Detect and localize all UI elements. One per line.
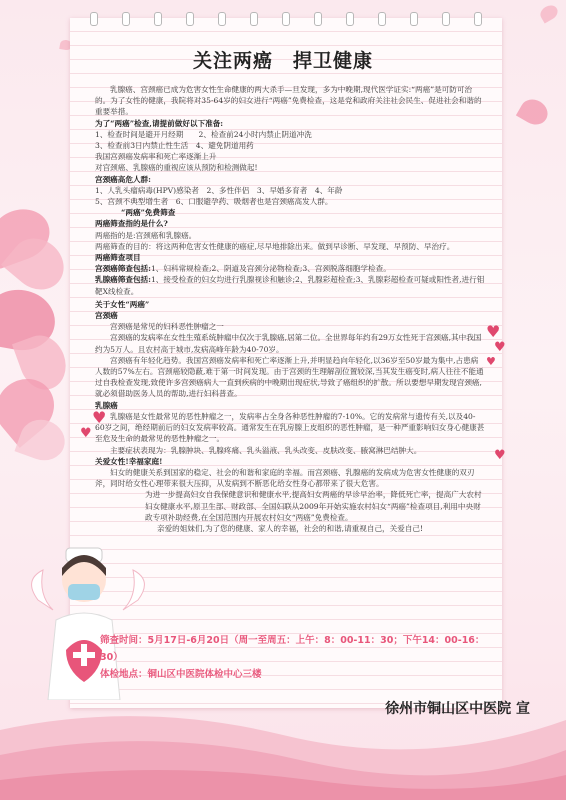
hospital-signature: 徐州市铜山区中医院 宣 [385,701,530,717]
cervical-screening-label: 宫颈癌筛查包括: [95,264,151,274]
breast-screening-label: 乳腺癌筛查包括: [95,275,151,285]
closing-paragraph: 亲爱的姐妹们,为了您的健康、家人的幸福，社会的和谐,请重视自己，关爱自己! [157,523,424,533]
binder-rings [70,12,502,26]
petal-decoration [516,95,552,130]
page-title: 关注两癌 捍卫健康 [192,50,373,72]
what-heading: 两癌筛查指的是什么? [95,219,168,229]
about-heading: 关于女性“两癌” [95,299,150,309]
petal-decoration [538,2,561,23]
what-text: 两癌指的是:宫颈癌和乳腺癌。 [95,230,197,240]
free-screening-heading: “两癌”免费筛查 [121,208,176,218]
family-heading: 关爱女性!幸福家庭! [95,456,163,466]
risk-item: 1、人乳头瘤病毒(HPV)感染者 2、多性伴侣 3、早婚多育者 4、年龄 [95,185,343,195]
heart-icon: ♥ [494,448,506,463]
prep-item: 对宫颈癌、乳腺癌的重视应该从预防和检测做起! [95,163,258,173]
prep-item: 3、检查前3日内禁止性生活 4、避免阴道用药 [95,141,254,151]
closing-paragraph: 为进一步提高妇女自我保健意识和健康水平,提高妇女两癌的早诊早治率，降低死亡率，提高广大农村妇女健康水平,原卫生部、财政部、全国妇联从2009年开始实施农村妇女“两癌”检查项目,利用中央财政专项补助经费,在全国范围内开展农村妇女“两癌”免费检查。 [145,490,482,522]
risk-item: 5、宫颈不典型增生者 6、口服避孕药、吸烟者也是宫颈癌高发人群。 [95,197,333,207]
prep-item: 我国宫颈癌发病率和死亡率逐渐上升 [95,152,217,162]
prep-heading: 为了“两癌”检查,请提前做好以下准备: [95,118,224,128]
heart-icon: ♥ [486,355,496,368]
breast-heading: 乳腺癌 [95,400,118,410]
schedule-box [100,632,500,683]
breast-paragraph: 乳腺癌是女性最常见的恶性肿瘤之一，发病率占全身各种恶性肿瘤的7-10%。它的发病常与遗传有关,以及40-60岁之间，绝经期前后的妇女发病率较高。通常发生在乳房腺上皮组织的恶性肿瘤，是一种严重影响妇女身心健康甚至危及生命的最常见的恶性肿瘤之一。 [95,411,485,444]
risk-heading: 宫颈癌高危人群: [95,174,151,184]
breast-screening-text: 1、接受检查的妇女均进行乳腺视诊和触诊;2、乳腺彩超检查;3、乳腺彩超检查可疑或阳性者,进行钼靶X线检查。 [95,275,485,296]
heart-icon: ♥ [80,426,92,441]
family-paragraph: 妇女的健康关系到国家的稳定、社会的和谐和家庭的幸福。而宫颈癌、乳腺癌的发病成为危害女性健康的双刃斧，同时给女性心理带来很大压抑，从发病到不断恶化给女性身心都带来了很大危害。 [95,467,475,489]
cervical-paragraph: 宫颈癌有年轻化趋势。我国宫颈癌发病率和死亡率逐渐上升,并明显趋向年轻化,以36岁至50岁最为集中,占患病人数的57%左右。宫颈癌较隐蔽,难于第一时间发现。由于宫颈的生理解剖位置较深,当其发生癌变时,病人往往不能通过自我检查发现,致使许多宫颈癌病人一直到疾病的中晚期出现症状,导致了癌组织的扩散。所以要想早期发现宫颈癌,就必须借助医务人员的帮助,进行妇科普查。 [95,355,484,399]
cervical-paragraph: 宫颈癌是常见的妇科恶性肿瘤之一 [110,322,224,332]
intro-paragraph: 乳腺癌、宫颈癌已成为危害女性生命健康的两大杀手—旦发现，多为中晚期,现代医学证实:“两癌”是可防可治的。为了女性的健康，我院将对35-64岁的妇女进行“两癌”免费检查，这是党和政府关注社会民生、促进社会和谐的重要举措。 [95,85,482,117]
cervical-paragraph: 宫颈癌的发病率在女性生殖系统肿瘤中仅次于乳腺癌,居第二位。全世界每年约有29万女性死于宫颈癌,其中我国约为5万人。且农村高于城市,发病高峰年龄为40-70岁。 [95,333,482,354]
heart-icon: ♥ [92,408,107,427]
cervical-heading: 宫颈癌 [95,311,118,321]
items-heading: 两癌筛查项目 [95,253,141,263]
article-body [95,84,485,534]
prep-item: 1、检查时间是避开月经期 2、检查前24小时内禁止阴道冲洗 [95,129,312,139]
breast-paragraph: 主要症状表现为：乳腺肿块、乳腺疼痛、乳头溢液、乳头改变、皮肤改变、腋窝淋巴结肿大。 [110,445,422,455]
heart-icon: ♥ [494,340,506,355]
screening-location: 体检地点：铜山区中医院体检中心三楼 [100,669,262,680]
cervical-screening-text: 1、妇科常规检查;2、阴道及宫颈分泌物检查;3、宫颈脱落细胞学检查。 [150,264,391,274]
screening-time: 筛查时间：5月17日-6月20日（周一至周五：上午：8：00-11：30；下午14：00-16：30） [100,635,485,663]
heart-icon: ♥ [486,322,501,341]
what-text: 两癌筛查的目的：将这两种危害女性健康的癌症,尽早地排除出来。做到早诊断、早发现、早预防、早治疗。 [95,241,455,251]
